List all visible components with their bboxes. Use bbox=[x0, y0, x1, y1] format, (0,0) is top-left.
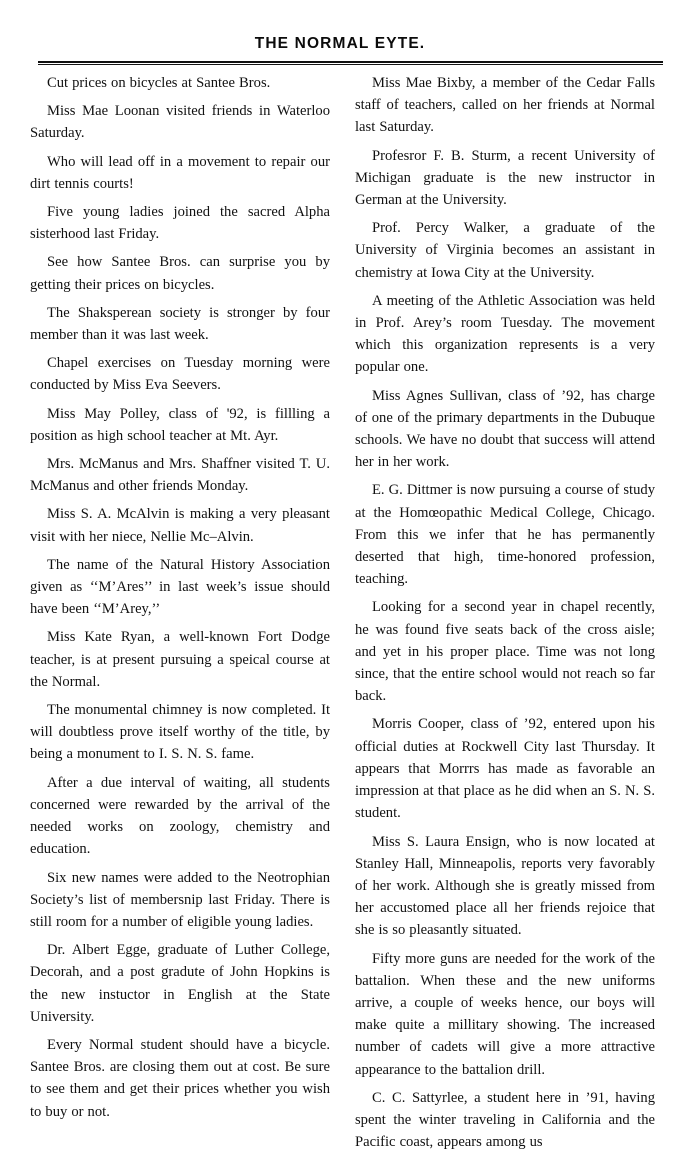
news-item-paragraph: Cut prices on bicycles at Santee Bros. bbox=[47, 75, 271, 91]
news-item-paragraph: Profesror F. B. Sturm, a recent University of Michigan graduate is the new instructor in German at the University. bbox=[355, 147, 655, 209]
masthead-divider bbox=[38, 61, 663, 65]
news-item-paragraph: C. C. Sattyrlee, a student here in ’91, having spent the winter traveling in California and the Pacific coast, appears among us bbox=[355, 1089, 655, 1151]
news-item-paragraph: Miss Agnes Sullivan, class of ’92, has charge of one of the primary departments in the Dubuque schools. We have no doubt that success will attend her in her work. bbox=[355, 387, 655, 471]
news-item-paragraph: Morris Cooper, class of ’92, entered upon his official duties at Rockwell City last Thursday. It appears that Morrrs has made as favorable an impression at that place as he did when an S. N. S. student. bbox=[355, 716, 655, 822]
left-column bbox=[30, 72, 330, 1153]
news-item-paragraph: Miss Mae Bixby, a member of the Cedar Falls staff of teachers, called on her friends at Normal last Saturday. bbox=[355, 75, 655, 136]
news-item-paragraph: Miss S. Laura Ensign, who is now located at Stanley Hall, Minneapolis, reports very favorably of her work. Although she is greatly missed from her accustomed place all her friends rejoice that she is so pleasantly situated. bbox=[355, 833, 655, 939]
news-item-paragraph: The monumental chimney is now completed. It will doubtless prove itself worthy of the title, by being a monument to I. S. N. S. fame. bbox=[30, 702, 330, 763]
news-item-paragraph: Prof. Percy Walker, a graduate of the University of Virginia becomes an assistant in chemistry at Iowa City at the University. bbox=[355, 220, 655, 281]
news-item-paragraph: Six new names were added to the Neotrophian Society’s list of membersnip last Friday. There is still room for a number of eligible young ladies. bbox=[30, 869, 330, 930]
news-item-paragraph: The Shaksperean society is stronger by four member than it was last week. bbox=[30, 304, 330, 344]
news-item-paragraph: Every Normal student should have a bicycle. Santee Bros. are closing them out at cost. Be sure to see them and get their prices whether you wish to buy or not. bbox=[30, 1036, 330, 1120]
article-columns bbox=[30, 72, 655, 1153]
news-item-paragraph: Who will lead off in a movement to repair our dirt tennis courts! bbox=[30, 153, 330, 192]
right-column bbox=[355, 72, 655, 1153]
news-item-paragraph: Miss S. A. McAlvin is making a very pleasant visit with her niece, Nellie Mc–Alvin. bbox=[30, 506, 330, 545]
news-item-paragraph: Looking for a second year in chapel recently, he was found five seats back of the cross aisle; and yet in his proper place. Time was not long since, that the entire school would not reach so far back. bbox=[355, 599, 655, 705]
divider-thin-line bbox=[38, 64, 663, 65]
news-item-paragraph: Dr. Albert Egge, graduate of Luther College, Decorah, and a post gradute of John Hopkins is the new instuctor in English at the State University. bbox=[30, 942, 330, 1025]
news-item-paragraph: After a due interval of waiting, all students concerned were rewarded by the arrival of the needed works on zoology, chemistry and education. bbox=[30, 774, 330, 858]
page-title: THE NORMAL EYTE. bbox=[254, 35, 426, 52]
news-item-paragraph: Miss Kate Ryan, a well-known Fort Dodge teacher, is at present pursuing a speical course at the Normal. bbox=[30, 629, 330, 690]
news-item-paragraph: The name of the Natural History Association given as ‘‘M’Ares’’ in last week’s issue should have been ‘‘M’Arey,’’ bbox=[30, 556, 330, 618]
news-item-paragraph: Chapel exercises on Tuesday morning were conducted by Miss Eva Seevers. bbox=[30, 355, 330, 394]
news-item-paragraph: Miss Mae Loonan visited friends in Waterloo Saturday. bbox=[30, 103, 330, 142]
news-item-paragraph: Fifty more guns are needed for the work of the battalion. When these and the new uniforms arrive, a couple of weeks hence, our boys will make quite a millitary showing. The increased number of cadets will give a more attractive appearance to the battalion drill. bbox=[355, 950, 655, 1078]
news-item-paragraph: See how Santee Bros. can surprise you by getting their prices on bicycles. bbox=[30, 254, 330, 293]
news-item-paragraph: A meeting of the Athletic Association was held in Prof. Arey’s room Tuesday. The movement which this organization represents is a very popular one. bbox=[355, 292, 655, 376]
news-item-paragraph: Five young ladies joined the sacred Alpha sisterhood last Friday. bbox=[30, 204, 330, 243]
news-item-paragraph: E. G. Dittmer is now pursuing a course of study at the Homœopathic Medical College, Chicago. From this we infer that he has permanently deserted that high, time-honored profession, teaching. bbox=[355, 482, 655, 588]
masthead bbox=[0, 36, 680, 52]
news-item-paragraph: Mrs. McManus and Mrs. Shaffner visited T. U. McManus and other friends Monday. bbox=[30, 456, 330, 495]
news-item-paragraph: Miss May Polley, class of '92, is fillling a position as high school teacher at Mt. Ayr. bbox=[30, 405, 330, 444]
